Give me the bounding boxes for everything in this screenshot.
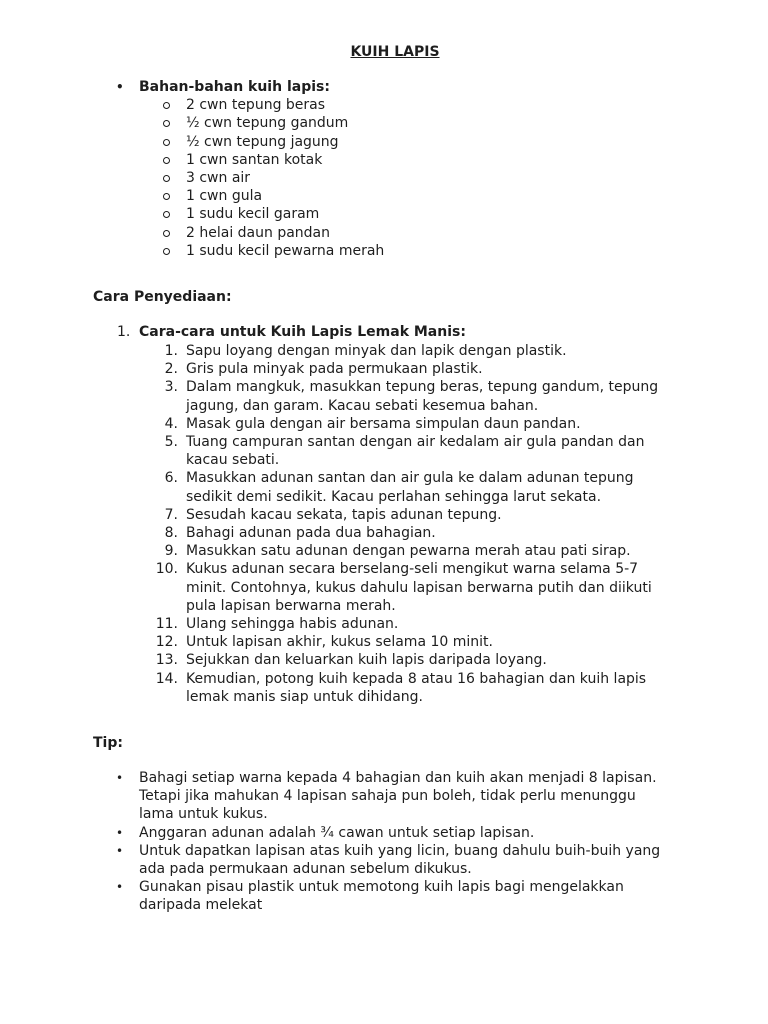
ingredient-text: 1 cwn santan kotak <box>186 151 323 168</box>
ingredient-text: 2 cwn tepung beras <box>186 97 326 114</box>
step-item <box>155 651 676 669</box>
tips-list <box>116 769 674 915</box>
bullet-icon: • <box>116 825 124 840</box>
circle-bullet-icon <box>163 211 170 218</box>
step-item <box>155 615 676 633</box>
circle-bullet-icon <box>163 175 170 182</box>
tip-item <box>116 878 674 914</box>
ingredient-item <box>186 96 686 114</box>
step-number: 7. <box>164 506 178 523</box>
section-number: 1. <box>117 324 131 340</box>
ingredient-item <box>186 224 686 242</box>
step-number: 14. <box>155 670 178 687</box>
step-number: 6. <box>164 470 178 487</box>
step-text: Sejukkan dan keluarkan kuih lapis daripada loyang. <box>186 652 547 669</box>
step-number: 9. <box>164 543 178 560</box>
step-item <box>164 433 676 469</box>
step-text: Kemudian, potong kuih kepada 8 atau 16 bahagian dan kuih lapis lemak manis siap untuk dihidang. <box>186 670 647 705</box>
step-item <box>164 415 676 433</box>
step-text: Tuang campuran santan dengan air kedalam air gula pandan dan kacau sebati. <box>186 434 645 469</box>
ingredient-item <box>186 242 686 260</box>
ingredient-text: 1 sudu kecil garam <box>186 206 320 223</box>
step-number: 2. <box>164 361 178 378</box>
step-number: 8. <box>164 525 178 542</box>
tip-text: Gunakan pisau plastik untuk memotong kuih lapis bagi mengelakkan daripada melekat <box>139 879 624 914</box>
step-item <box>164 542 676 560</box>
step-number: 12. <box>155 634 178 651</box>
step-text: Untuk lapisan akhir, kukus selama 10 minit. <box>186 634 493 651</box>
step-number: 10. <box>155 561 178 578</box>
ingredient-item <box>186 205 686 223</box>
ingredient-item <box>186 187 686 205</box>
tip-item <box>116 824 674 842</box>
step-number: 3. <box>164 379 178 396</box>
method-section-heading-item <box>117 323 466 341</box>
step-text: Bahagi adunan pada dua bahagian. <box>186 525 436 542</box>
ingredients-heading-item <box>116 78 330 96</box>
step-text: Kukus adunan secara berselang-seli mengikut warna selama 5-7 minit. Contohnya, kukus dahulu lapisan berwarna putih dan diikuti pula lapisan berwarna merah. <box>186 561 652 614</box>
step-text: Gris pula minyak pada permukaan plastik. <box>186 361 483 378</box>
step-text: Sapu loyang dengan minyak dan lapik dengan plastik. <box>186 343 567 359</box>
tip-item <box>116 769 674 824</box>
bullet-icon: • <box>116 80 124 94</box>
step-item <box>164 469 676 505</box>
step-item <box>155 670 676 706</box>
circle-bullet-icon <box>163 102 170 109</box>
ingredient-text: 1 cwn gula <box>186 188 263 205</box>
tip-text: Anggaran adunan adalah ¾ cawan untuk setiap lapisan. <box>139 824 535 841</box>
ingredient-text: 2 helai daun pandan <box>186 224 330 241</box>
ingredients-heading: Bahan-bahan kuih lapis: <box>139 79 330 95</box>
step-text: Ulang sehingga habis adunan. <box>186 616 399 633</box>
document-title: KUIH LAPIS <box>350 44 440 60</box>
step-number: 11. <box>155 616 178 633</box>
ingredient-item <box>186 133 686 151</box>
steps-list <box>155 342 676 706</box>
step-item <box>164 360 676 378</box>
step-item <box>164 524 676 542</box>
circle-bullet-icon <box>163 230 170 237</box>
bullet-icon: • <box>116 843 124 858</box>
step-text: Masukkan satu adunan dengan pewarna merah atau pati sirap. <box>186 543 631 560</box>
step-text: Masukkan adunan santan dan air gula ke dalam adunan tepung sedikit demi sedikit. Kacau perlahan sehingga larut sekata. <box>186 470 634 505</box>
ingredient-text: ½ cwn tepung jagung <box>186 133 339 150</box>
ingredients-list <box>186 96 686 260</box>
circle-bullet-icon <box>163 248 170 255</box>
tip-item <box>116 842 674 878</box>
step-text: Dalam mangkuk, masukkan tepung beras, tepung gandum, tepung jagung, dan garam. Kacau sebati kesemua bahan. <box>186 379 659 414</box>
step-number: 5. <box>164 434 178 451</box>
step-number: 13. <box>155 652 178 669</box>
step-number: 1. <box>164 343 178 359</box>
circle-bullet-icon <box>163 139 170 146</box>
tips-label: Tip: <box>93 735 123 751</box>
step-item <box>155 633 676 651</box>
ingredient-item <box>186 169 686 187</box>
step-item <box>164 342 676 360</box>
bullet-icon: • <box>116 771 124 785</box>
circle-bullet-icon <box>163 193 170 200</box>
ingredient-text: 1 sudu kecil pewarna merah <box>186 242 385 259</box>
ingredient-text: 3 cwn air <box>186 170 251 186</box>
tip-text: Bahagi setiap warna kepada 4 bahagian dan kuih akan menjadi 8 lapisan. Tetapi jika mahukan 4 lapisan sahaja pun boleh, tidak perlu menunggu lama untuk kukus. <box>139 770 657 823</box>
tip-text: Untuk dapatkan lapisan atas kuih yang licin, buang dahulu buih-buih yang ada pada permukaan adunan sebelum dikukus. <box>139 842 661 878</box>
step-text: Masak gula dengan air bersama simpulan daun pandan. <box>186 415 581 432</box>
step-item <box>155 560 676 615</box>
circle-bullet-icon <box>163 157 170 164</box>
bullet-icon: • <box>116 880 124 895</box>
method-label: Cara Penyediaan: <box>93 289 232 305</box>
step-text: Sesudah kacau sekata, tapis adunan tepung. <box>186 506 502 523</box>
method-section-heading: Cara-cara untuk Kuih Lapis Lemak Manis: <box>139 324 466 340</box>
step-item <box>164 378 676 414</box>
circle-bullet-icon <box>163 120 170 127</box>
step-item <box>164 506 676 524</box>
ingredient-text: ½ cwn tepung gandum <box>186 115 349 132</box>
ingredient-item <box>186 114 686 132</box>
ingredient-item <box>186 151 686 169</box>
step-number: 4. <box>164 415 178 432</box>
